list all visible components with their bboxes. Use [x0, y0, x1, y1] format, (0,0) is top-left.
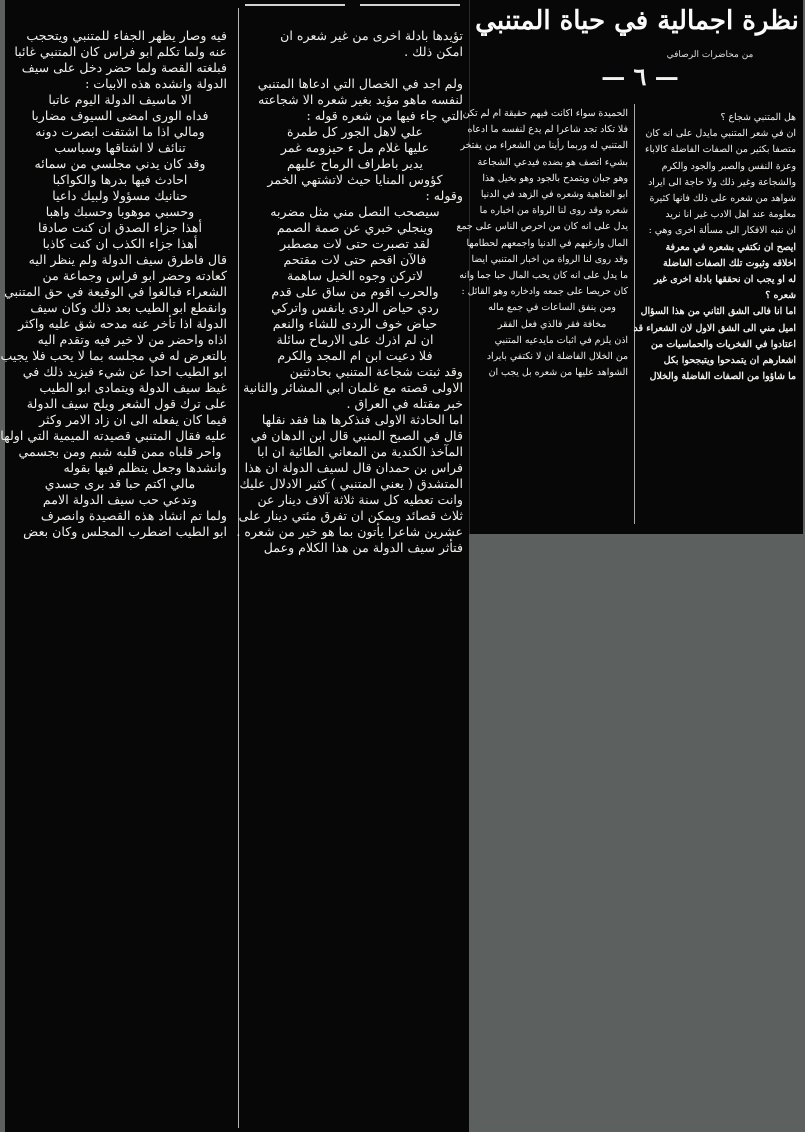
text-line: ابو الطيب اضطرب المجلس وكان بعض — [23, 524, 227, 539]
article-title: نظرة اجمالية في حياة المتنبي — [475, 6, 799, 36]
verse-line: يدير باطراف الرماح عليهم — [286, 156, 424, 171]
verse-line: لقد تصبرت حتى لات مصطبر — [280, 236, 430, 251]
text-line: ولما تم انشاد هذه القصيدة وانصرف — [40, 508, 227, 523]
text-line: عنه ولما تكلم ابو فراس كان المتنبي غائبا — [14, 44, 227, 59]
verse-line: حنانيك مسؤولا ولبيك داعيا — [52, 188, 188, 203]
text-line: المال وارغبهم في الدنيا واجمعهم لحطامها — [466, 237, 628, 249]
text-line: الدولة وانشده هذه الابيات : — [85, 76, 227, 91]
verse-line: وحسبي موهوبا وحسبك واهبا — [45, 204, 195, 219]
text-line: اعتادوا في الفخريات والحماسيات من — [650, 338, 796, 350]
text-line: وهو جبان ويتمدح بالجود وهو بخيل هذا — [482, 172, 628, 184]
verse-line: فالآن اقحم حتى لات مقتحم — [283, 252, 427, 267]
text-line: معلومة عند اهل الادب غير انا نريد — [665, 209, 796, 221]
verse-line: وينجلي خبري عن صمة الصمم — [276, 220, 434, 235]
text-line: بالتعرض له في مجلسه بما لا يحب فلا يجيب — [0, 348, 227, 363]
verse-line: ان لم اذرك على الارماح سائلة — [276, 332, 434, 347]
verse-line: مخافة فقر فالذي فعل الفقر — [497, 318, 607, 330]
verse-line: كؤوس المنايا حيث لاتشتهي الخمر — [267, 172, 443, 187]
verse-line: الا ماسيف الدولة اليوم عاتبا — [48, 92, 192, 107]
text-line: ان في شعر المتنبي مايدل على انه كان — [645, 128, 796, 140]
verse-line: ردي حياض الردى يانفس واتركي — [271, 300, 439, 315]
verse-line: ومن ينفق الساعات في جمع ماله — [488, 302, 616, 314]
text-line: غيظ سيف الدولة ويتمادى ابو الطيب — [39, 380, 227, 395]
text-line: ثلاث قصائد ويمكن ان تفرق مئتي دينار على — [238, 508, 463, 523]
verse-line: والحرب اقوم من ساق على قدم — [271, 284, 439, 299]
text-line: عليه فقال المتنبي قصيدته الميمية التي اولها — [0, 428, 227, 443]
text-line: شعره وقد روى لنا الرواة من اخباره ما — [479, 205, 628, 217]
text-line: ما يدل على انه كان يحب المال حبا جما وانه — [459, 270, 628, 282]
text-line: ابو الطيب احدا عن شيء فيزيد ذلك في — [22, 364, 227, 379]
verse-line: احادث فيها بدرها والكواكبا — [52, 172, 188, 187]
text-line: كعادته وحضر ابو فراس وجماعة من — [42, 268, 227, 283]
text-line: قال فاطرق سيف الدولة ولم ينظر اليه — [28, 252, 227, 267]
text-line: اميل مني الى الشق الاول لان الشعراء قد — [633, 322, 796, 334]
verse-line: سيصحب النصل مني مثل مضربه — [270, 204, 440, 219]
text-line: اشعارهم ان يتمدحوا ويتبجحوا بكل — [663, 355, 796, 367]
verse-line: واحر قلباه ممن قلبه شبم ومن بجسمي — [18, 444, 222, 459]
text-line: امكن ذلك . — [404, 44, 463, 59]
article-column-left — [456, 106, 632, 526]
text-line: ولم اجد في الخصال التي ادعاها المتنبي — [257, 76, 463, 91]
column-divider — [238, 8, 239, 1128]
verse-line: وقد كان يدني مجلسي من سمائه — [34, 156, 206, 171]
text-line: الاولى قصته مع غلمان ابي المشائر والثانية — [243, 380, 463, 395]
text-line: ابو العتاهية وشعره في الزهد في الدنيا — [480, 189, 628, 201]
text-line: فيما كان يفعله الى ان زاد الامر وكثر — [39, 412, 227, 427]
text-line: وعزة النفس والصبر والجود والكرم — [661, 160, 796, 172]
article-part-number: — ٦ — — [601, 62, 679, 91]
text-line: اما الحادثة الاولى فنذكرها هنا فقد نقلها — [261, 412, 463, 427]
verse-line: فداه الورى امضى السيوف مضاربا — [31, 108, 209, 123]
text-line: فتأثر سيف الدولة من هذا الكلام وعمل — [263, 540, 463, 555]
text-line: فلا تكاد تجد شاعرا لم يدع لنفسه ما ادعاه — [467, 124, 628, 136]
verse-line: علي لاهل الجور كل طمرة — [287, 124, 423, 139]
text-column-right — [236, 0, 469, 1132]
verse-line: وتدعي حب سيف الدولة الامم — [42, 492, 198, 507]
verse-line: تنائف لا اشتاقها وسباسب — [54, 140, 186, 155]
text-line: الشواهد عليها من شعره بل يجب ان — [488, 367, 628, 379]
text-column-left — [0, 0, 237, 1132]
text-line: على ترك قول الشعر ويلح سيف الدولة — [26, 396, 227, 411]
text-line: الحميدة سواء اكانت فيهم حقيقة ام لم تكن — [462, 108, 628, 119]
text-line: فبلغته القصة ولما حضر دخل على سيف — [21, 60, 227, 75]
text-line: وانشدها وجعل يتظلم فيها بقوله — [63, 460, 227, 475]
text-line: خبر مقتله في العراق . — [346, 396, 463, 411]
verse-line: فلا دعيت ابن ام المجد والكرم — [277, 348, 433, 363]
text-line: وقوله : — [425, 188, 463, 203]
text-line: قال في الصبح المنبي قال ابن الدهان في — [250, 428, 463, 443]
text-line: ان ننبه الافكار الى مسألة اخرى وهي : — [648, 225, 796, 237]
text-line: شواهد من شعره على ذلك فانها كثيرة — [649, 193, 796, 205]
text-line: والشجاعة وغير ذلك ولا حاجة الى ايراد — [648, 176, 796, 188]
verse-line: أهذا جزاء الكذب ان كنت كاذبا — [42, 236, 198, 251]
text-line: اما انا فالى الشق الثاني من هذا السؤال — [640, 306, 796, 318]
text-line: لنفسه ماهو مؤيد بغير شعره الا شجاعته — [258, 92, 463, 107]
text-line: شعره ؟ — [765, 290, 796, 302]
text-line: المتنبي له وربما رأينا من الشعراء من يفتخر — [460, 140, 628, 152]
column-divider — [634, 104, 635, 524]
text-line: متصفا بكثير من الصفات الفاضلة كالاباء — [645, 144, 796, 156]
text-line: فيه وصار يظهر الجفاء للمتنبي ويتحجب — [26, 28, 227, 43]
verse-line: أهذا جزاء الصدق ان كنت صادقا — [38, 220, 202, 235]
article-byline: من محاضرات الرصافي — [666, 50, 754, 60]
text-line: الشعراء فبالغوا في الوقيعة في حق المتنبي — [4, 284, 227, 299]
paragraph-gap — [247, 60, 463, 76]
text-line: ما شاؤوا من الصفات الفاضلة والخلال — [649, 371, 796, 383]
text-line: التي جاء فيها من شعره قوله : — [306, 108, 463, 123]
text-line: يدل على انه كان من احرص الناس على جمع — [456, 221, 628, 233]
text-line: هل المتنبي شجاع ؟ — [720, 112, 796, 123]
text-line: الدولة اذا تأخر عنه مدحه شق عليه واكثر — [18, 316, 227, 331]
text-line: من الخلال الفاضلة ان لا نكتفي بايراد — [486, 351, 628, 363]
text-line: ايصح ان نكتفي بشعره في معرفة — [665, 241, 796, 253]
verse-line: مالي اكتم حبا قد برى جسدي — [44, 476, 196, 491]
text-line: اخلاقه وثبوت تلك الصفات الفاضلة — [663, 257, 796, 269]
text-line: تؤيدها بادلة اخرى من غير شعره ان — [280, 28, 463, 43]
text-line: المآخذ الكندية من المعاني الطائية ان ابا — [257, 444, 463, 459]
text-line: وانقطع ابو الطيب بعد ذلك وكان سيف — [30, 300, 227, 315]
verse-line: عليها غلام مل ء حيزومه غمر — [280, 140, 430, 155]
text-line: اذاه واحضر من لا خير فيه وتقدم اليه — [37, 332, 227, 347]
text-line: وقد ثبتت شجاعة المتنبي بحادثتين — [289, 364, 463, 379]
article-clipping — [456, 0, 803, 534]
text-line: بشيء اتصف هو بضده فيدعي الشجاعة — [477, 156, 628, 168]
article-column-right — [633, 106, 802, 526]
text-line: وانت تعطيه كل سنة ثلاثة آلاف دينار عن — [257, 492, 463, 507]
text-line: فراس بن حمدان قال لسيف الدولة ان هذا — [244, 460, 463, 475]
text-line: عشرين شاعرا يأتون بما هو خير من شعره . — [236, 524, 463, 539]
verse-line: حياض خوف الردى للشاء والنعم — [272, 316, 438, 331]
text-line: كان حريصا على جمعه وادخاره وهو القائل : — [461, 286, 628, 298]
text-line: اذن يلزم في اثبات مايدعيه المتنبي — [494, 334, 628, 346]
verse-line: ومالي اذا ما اشتقت ابصرت دونه — [35, 124, 205, 139]
text-line: المتشدق ( يعني المتنبي ) كثير الادلال عليك — [239, 476, 463, 491]
text-line: وقد روى لنا الرواة من اخبار المتنبي ايضا — [471, 253, 628, 265]
text-line: له او يجب ان نحققها بادلة اخرى غير — [654, 274, 796, 286]
verse-line: لاتركن وجوه الخيل ساهمة — [286, 268, 424, 283]
